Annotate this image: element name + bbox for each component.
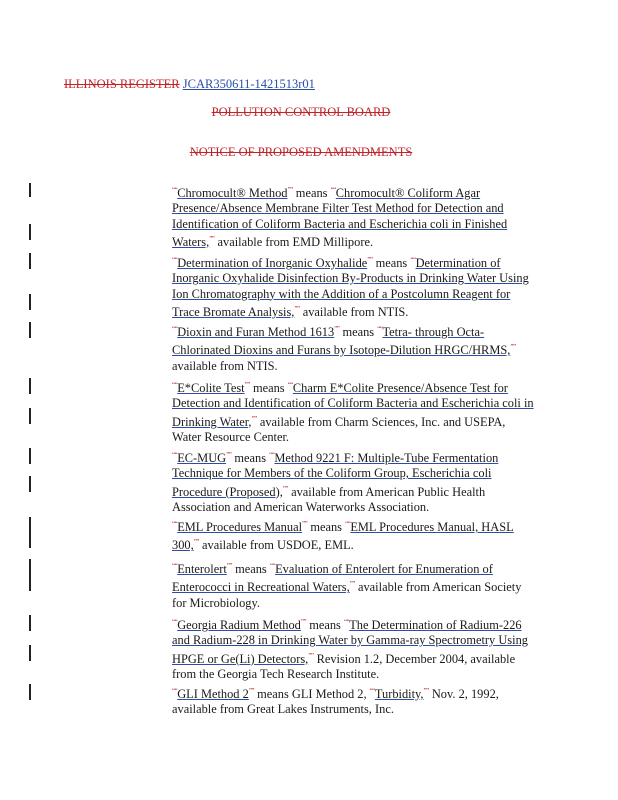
definition-entry: ““Chromocult® Method”” means ““Chromocult® Coliform Agar Presence/Absence Membrane Filter Test Method for Detection and Identification of Coliform Bacteria and Escherichia coli in Finished Waters,”” available from EMD Millipore.: [172, 186, 508, 249]
document-code: JCAR350611-1421513r01: [182, 77, 315, 91]
change-bar: [29, 408, 31, 424]
change-bar: [29, 615, 31, 631]
definition-entry: ““Determination of Inorganic Oxyhalide”” means ““Determination of Inorganic Oxyhalide Disinfection By-Products in Drinking Water Using Ion Chromatography with the Addition of a Postcolumn Reagent for Trace Bromate Analysis,”” available from NTIS.: [172, 256, 529, 319]
change-bar: [29, 224, 31, 240]
register-header: [64, 77, 315, 92]
register-label: ILLINOIS REGISTER: [64, 77, 180, 91]
definition-entry: ““Enterolert”” means ““Evaluation of Enterolert for Enumeration of Enterococci in Recreational Waters,”” available from American Society for Microbiology.: [172, 562, 522, 610]
definition-entry: ““GLI Method 2”” means GLI Method 2, ““Turbidity,”” Nov. 2, 1992, available from Great Lakes Instruments, Inc.: [172, 687, 499, 717]
change-bar: [29, 378, 31, 394]
change-bar: [29, 322, 31, 338]
change-bar: [29, 575, 31, 591]
definition-entry: ““EC-MUG”” means ““Method 9221 F: Multiple-Tube Fermentation Technique for Members of the Coliform Group, Escherichia coli Procedure (Proposed),”” available from American Public Health Association and American Waterworks Association.: [172, 451, 499, 514]
definition-entry: ““Georgia Radium Method”” means ““The Determination of Radium-226 and Radium-228 in Drinking Water by Gamma-ray Spectrometry Using HPGE or Ge(Li) Detectors,”” Revision 1.2, December 2004, available from the Georgia Tech Research Institute.: [172, 618, 528, 681]
definition-entry: ““E*Colite Test”” means ““Charm E*Colite Presence/Absence Test for Detection and Identification of Coliform Bacteria and Escherichia coli in Drinking Water,”” available from Charm Sciences, Inc. and USEPA, Water Resource Center.: [172, 381, 534, 444]
notice-heading: NOTICE OF PROPOSED AMENDMENTS: [189, 145, 413, 159]
change-bar: [29, 294, 31, 310]
change-bar: [29, 183, 31, 197]
change-bar: [29, 684, 31, 700]
change-bar: [29, 645, 31, 661]
change-bar: [29, 448, 31, 464]
change-bar: [29, 253, 31, 269]
board-heading: POLLUTION CONTROL BOARD: [211, 105, 391, 119]
change-bar: [29, 532, 31, 548]
change-bar: [29, 476, 31, 492]
change-bar: [29, 517, 31, 533]
definition-entry: ““EML Procedures Manual”” means ““EML Procedures Manual, HASL 300,”” available from USDOE, EML.: [172, 520, 514, 553]
definition-entry: ““Dioxin and Furan Method 1613”” means ““Tetra- through Octa-Chlorinated Dioxins and Furans by Isotope-Dilution HRGC/HRMS,”” available from NTIS.: [172, 325, 516, 373]
change-bar: [29, 559, 31, 575]
